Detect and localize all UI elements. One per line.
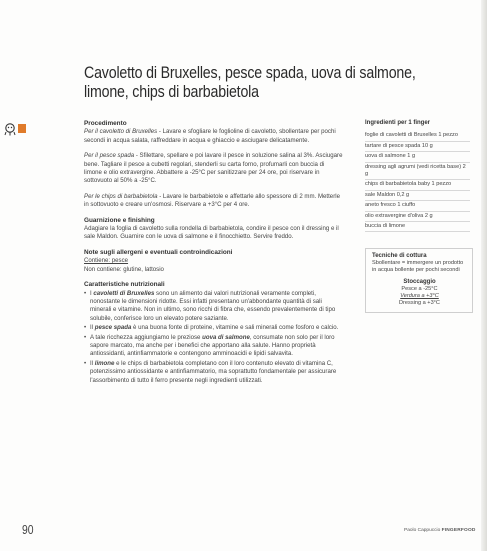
tecniche-text: Sbollentare = immergere un prodotto in acqua bollente per pochi secondi xyxy=(372,260,464,274)
p1-text: - Lavare e sfogliare le foglioline di cavoletto, sbollentare per pochi secondi in acqua salata, raffreddare in acqua e ghiaccio e asciugare delicatamente. xyxy=(84,128,336,144)
ingredients-list xyxy=(365,131,470,232)
title-line-2: limone, chips di barbabietola xyxy=(84,83,259,101)
stoccaggio-heading: Stoccaggio xyxy=(403,278,436,285)
procedimento-paragraph-2 xyxy=(84,152,344,186)
p2-text: - Sfilettare, spellare e poi lavare il pesce in soluzione salina al 3%. Asciugare bene. Tagliare il pesce a cubetti regolari, stenderli su carta forno, profumarli con buccia di limone e olio extravergine. Abbattere a -25°C per sanitizzare per 24 ore, poi riservare in sottovuoto al 50% a -25°C. xyxy=(84,152,343,185)
list-item: dressing agli agrumi (vedi ricetta base) 2 g xyxy=(365,163,470,181)
item-pre: I xyxy=(90,289,94,297)
nutrizionali-list xyxy=(84,290,344,385)
nutrizionali-heading: Caratteristiche nutrizionali xyxy=(84,281,165,289)
logo-accent-bar xyxy=(18,124,26,133)
recipe-title xyxy=(84,64,416,102)
list-item: tartare di pesce spada 10 g xyxy=(365,142,470,152)
list-item: foglie di cavoletti di Bruxelles 1 pezzo xyxy=(365,131,470,141)
stoccaggio-2: Verdura a +3°C xyxy=(400,293,439,300)
item-emphasis: uova di salmone xyxy=(202,333,250,341)
ingredients-column xyxy=(365,120,470,232)
item-pre: A tale ricchezza aggiungiamo le preziose xyxy=(90,333,203,341)
item-pre: Il xyxy=(90,359,95,367)
item-pre: Il xyxy=(90,324,95,332)
stoccaggio-1: Pesce a -25°C xyxy=(401,285,438,292)
allergeni-contains: Contiene: pesce xyxy=(84,257,129,265)
procedimento-heading: Procedimento xyxy=(84,120,127,127)
page-number: 90 xyxy=(22,522,34,537)
p3-text: - Lavare le barbabietole e affettarle allo spessore di 2 mm. Metterle in sottovuoto e creare un'osmosi. Riservare a +3°C per 4 ore. xyxy=(84,192,340,209)
item-post: è una buona fonte di proteine, vitamine e sali minerali come fosforo e calcio. xyxy=(131,324,339,332)
item-emphasis: cavoletti di Bruxelles xyxy=(93,289,155,297)
running-footer xyxy=(404,528,476,533)
list-item xyxy=(84,290,344,324)
item-emphasis: limone xyxy=(94,359,115,367)
guarnizione-text: Adagiare la foglia di cavoletto sulla rondella di barbabietola, condire il pesce con il dressing e il sale Maldon. Guarnire con le uova di salmone e il finocchietto. Servire freddo. xyxy=(84,225,339,241)
item-post: , consumate non solo per il loro sapore marcato, ma anche per i benefici che apportano alla salute. Hanno proprietà antiossidanti, antinfiammatorie e contengono amminoacidi e lipidi salvavita. xyxy=(90,333,335,358)
list-item: sale Maldon 0,2 g xyxy=(365,191,470,201)
guarnizione-heading: Guarnizione e finishing xyxy=(84,216,155,224)
item-emphasis: pesce spada xyxy=(94,324,132,332)
list-item: uova di salmone 1 g xyxy=(365,152,470,162)
list-item xyxy=(84,334,344,359)
allergeni-not-contains: Non contiene: glutine, lattosio xyxy=(84,265,164,273)
list-item xyxy=(84,360,344,385)
p3-label: Per le chips di barbabietola xyxy=(84,192,158,200)
footer-author: Paolo Cappuccio xyxy=(404,528,442,533)
chef-logo-icon xyxy=(2,121,24,137)
main-column xyxy=(84,120,344,386)
techniques-box xyxy=(365,248,473,313)
list-item xyxy=(84,324,344,332)
list-item: buccia di limone xyxy=(365,222,470,232)
item-post: e le chips di barbabietola completano con il loro contenuto elevato di vitamina C, potenzissimo antiossidante e antinfiammatorio, ma soprattutto fondamentale per assicurare l'assorbimento di tutto il ferro presente negli ingredienti utilizzati. xyxy=(90,359,337,384)
footer-book: FINGERFOOD xyxy=(441,528,476,533)
ingredienti-heading: Ingredienti per 1 finger xyxy=(365,120,431,126)
title-line-1: Cavoletto di Bruxelles, pesce spada, uova di salmone, xyxy=(84,64,416,82)
allergeni-heading: Note sugli allergeni e eventuali controindicazioni xyxy=(84,248,233,256)
p1-label: Per il cavoletto di Bruxelles xyxy=(84,128,158,136)
page-gutter xyxy=(481,0,487,551)
procedimento-paragraph-3 xyxy=(84,193,344,210)
stoccaggio-3: Dressing a +3°C xyxy=(399,300,440,307)
list-item: aneto fresco 1 ciuffo xyxy=(365,201,470,211)
tecniche-heading: Tecniche di cottura xyxy=(372,253,427,259)
p2-label: Per il pesce spada xyxy=(84,152,135,160)
procedimento-paragraph-1 xyxy=(84,128,344,145)
allergeni-text xyxy=(84,257,344,274)
list-item: chips di barbabietola baby 1 pezzo xyxy=(365,180,470,190)
list-item: olio extravergine d'oliva 2 g xyxy=(365,212,470,222)
item-post: sono un alimento dai valori nutrizionali veramente completi, nonostante le dimensioni ridotte. Essi infatti presentano un'abbondante quantità di sali minerali e vitamine. Non in ultimo, sono ricchi di fibra che, essendo prevalentemente di tipo solubile, conferisce loro un elevato potere saziante. xyxy=(90,289,336,322)
